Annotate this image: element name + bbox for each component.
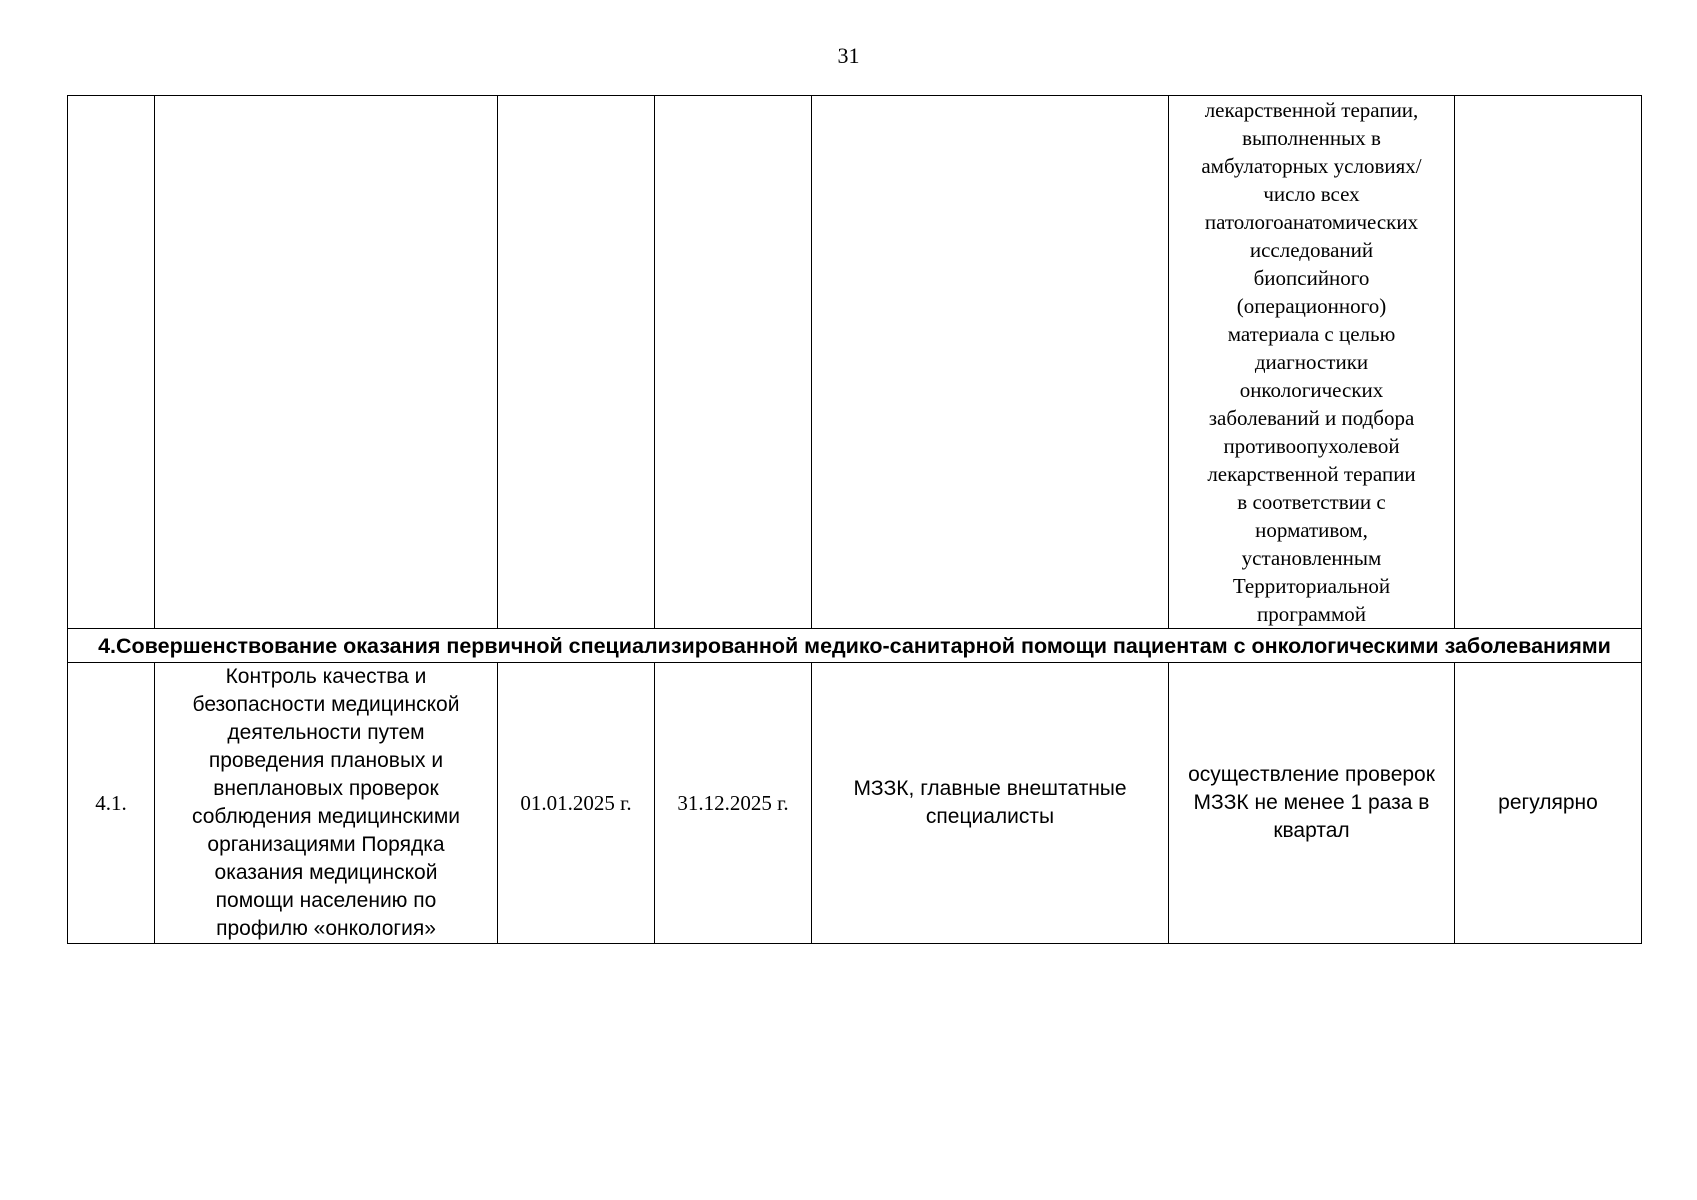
page-number: 31 <box>837 43 860 68</box>
indicator-line: лекарственной терапии, <box>1204 98 1419 122</box>
indicator-line: онкологических <box>1239 378 1384 402</box>
indicator-line: противоопухолевой <box>1223 434 1400 458</box>
activity-line: помощи населению по <box>215 889 437 912</box>
indicator-line: Территориальной <box>1232 574 1391 598</box>
frequency: регулярно <box>1455 663 1642 944</box>
plan-table <box>67 95 1642 944</box>
activity-line: Контроль качества и <box>225 665 427 688</box>
activity-line: безопасности медицинской <box>192 693 460 716</box>
indicator-line: лекарственной терапии <box>1207 462 1416 486</box>
responsible-cell <box>812 663 1169 944</box>
start-date-cell-empty <box>498 96 655 629</box>
section-title: 4.Совершенствование оказания первичной специализированной медико-санитарной помощи пациентам с онкологическими заболеваниями <box>68 629 1642 663</box>
responsible-line: специалисты <box>925 805 1055 828</box>
indicator-line: нормативом, <box>1255 518 1368 542</box>
activity-cell-empty <box>155 96 498 629</box>
indicator-cell-continued <box>1169 96 1455 629</box>
responsible-cell-empty <box>812 96 1169 629</box>
indicator-line: установленным <box>1241 546 1382 570</box>
end-date-cell-empty <box>655 96 812 629</box>
activity-line: оказания медицинской <box>214 861 438 884</box>
table-row <box>68 663 1642 944</box>
activity-line: организациями Порядка <box>207 833 445 856</box>
indicator-line: диагностики <box>1254 350 1369 374</box>
activity-line: деятельности путем <box>227 721 425 744</box>
indicator-line: осуществление проверок <box>1188 763 1435 786</box>
activity-line: проведения плановых и <box>208 749 444 772</box>
indicator-line: число всех <box>1263 182 1360 206</box>
indicator-line: в соответствии с <box>1237 490 1386 514</box>
activity-line: соблюдения медицинскими <box>191 805 461 828</box>
start-date: 01.01.2025 г. <box>498 663 655 944</box>
frequency-cell-empty <box>1455 96 1642 629</box>
item-number: 4.1. <box>68 663 155 944</box>
indicator-line: заболеваний и подбора <box>1208 406 1415 430</box>
indicator-line: МЗЗК не менее 1 раза в <box>1193 791 1430 814</box>
indicator-line: амбулаторных условиях/ <box>1201 154 1422 178</box>
activity-line: профилю «онкология» <box>216 917 436 940</box>
indicator-line: выполненных в <box>1242 126 1381 150</box>
responsible-line: МЗЗК, главные внештатные <box>853 777 1127 800</box>
indicator-line: патологоанатомических <box>1204 210 1419 234</box>
end-date: 31.12.2025 г. <box>655 663 812 944</box>
continuation-row <box>68 96 1642 629</box>
indicator-line: (операционного) <box>1236 294 1387 318</box>
indicator-cell <box>1169 663 1455 944</box>
activity-cell <box>155 663 498 944</box>
indicator-line: биопсийного <box>1253 266 1370 290</box>
indicator-line: квартал <box>1273 819 1350 842</box>
indicator-line: материала с целью <box>1227 322 1396 346</box>
number-cell-empty <box>68 96 155 629</box>
indicator-line: программой <box>1257 602 1366 626</box>
activity-line: внеплановых проверок <box>213 777 439 800</box>
indicator-line: исследований <box>1249 238 1374 262</box>
section-heading-row <box>68 629 1642 663</box>
